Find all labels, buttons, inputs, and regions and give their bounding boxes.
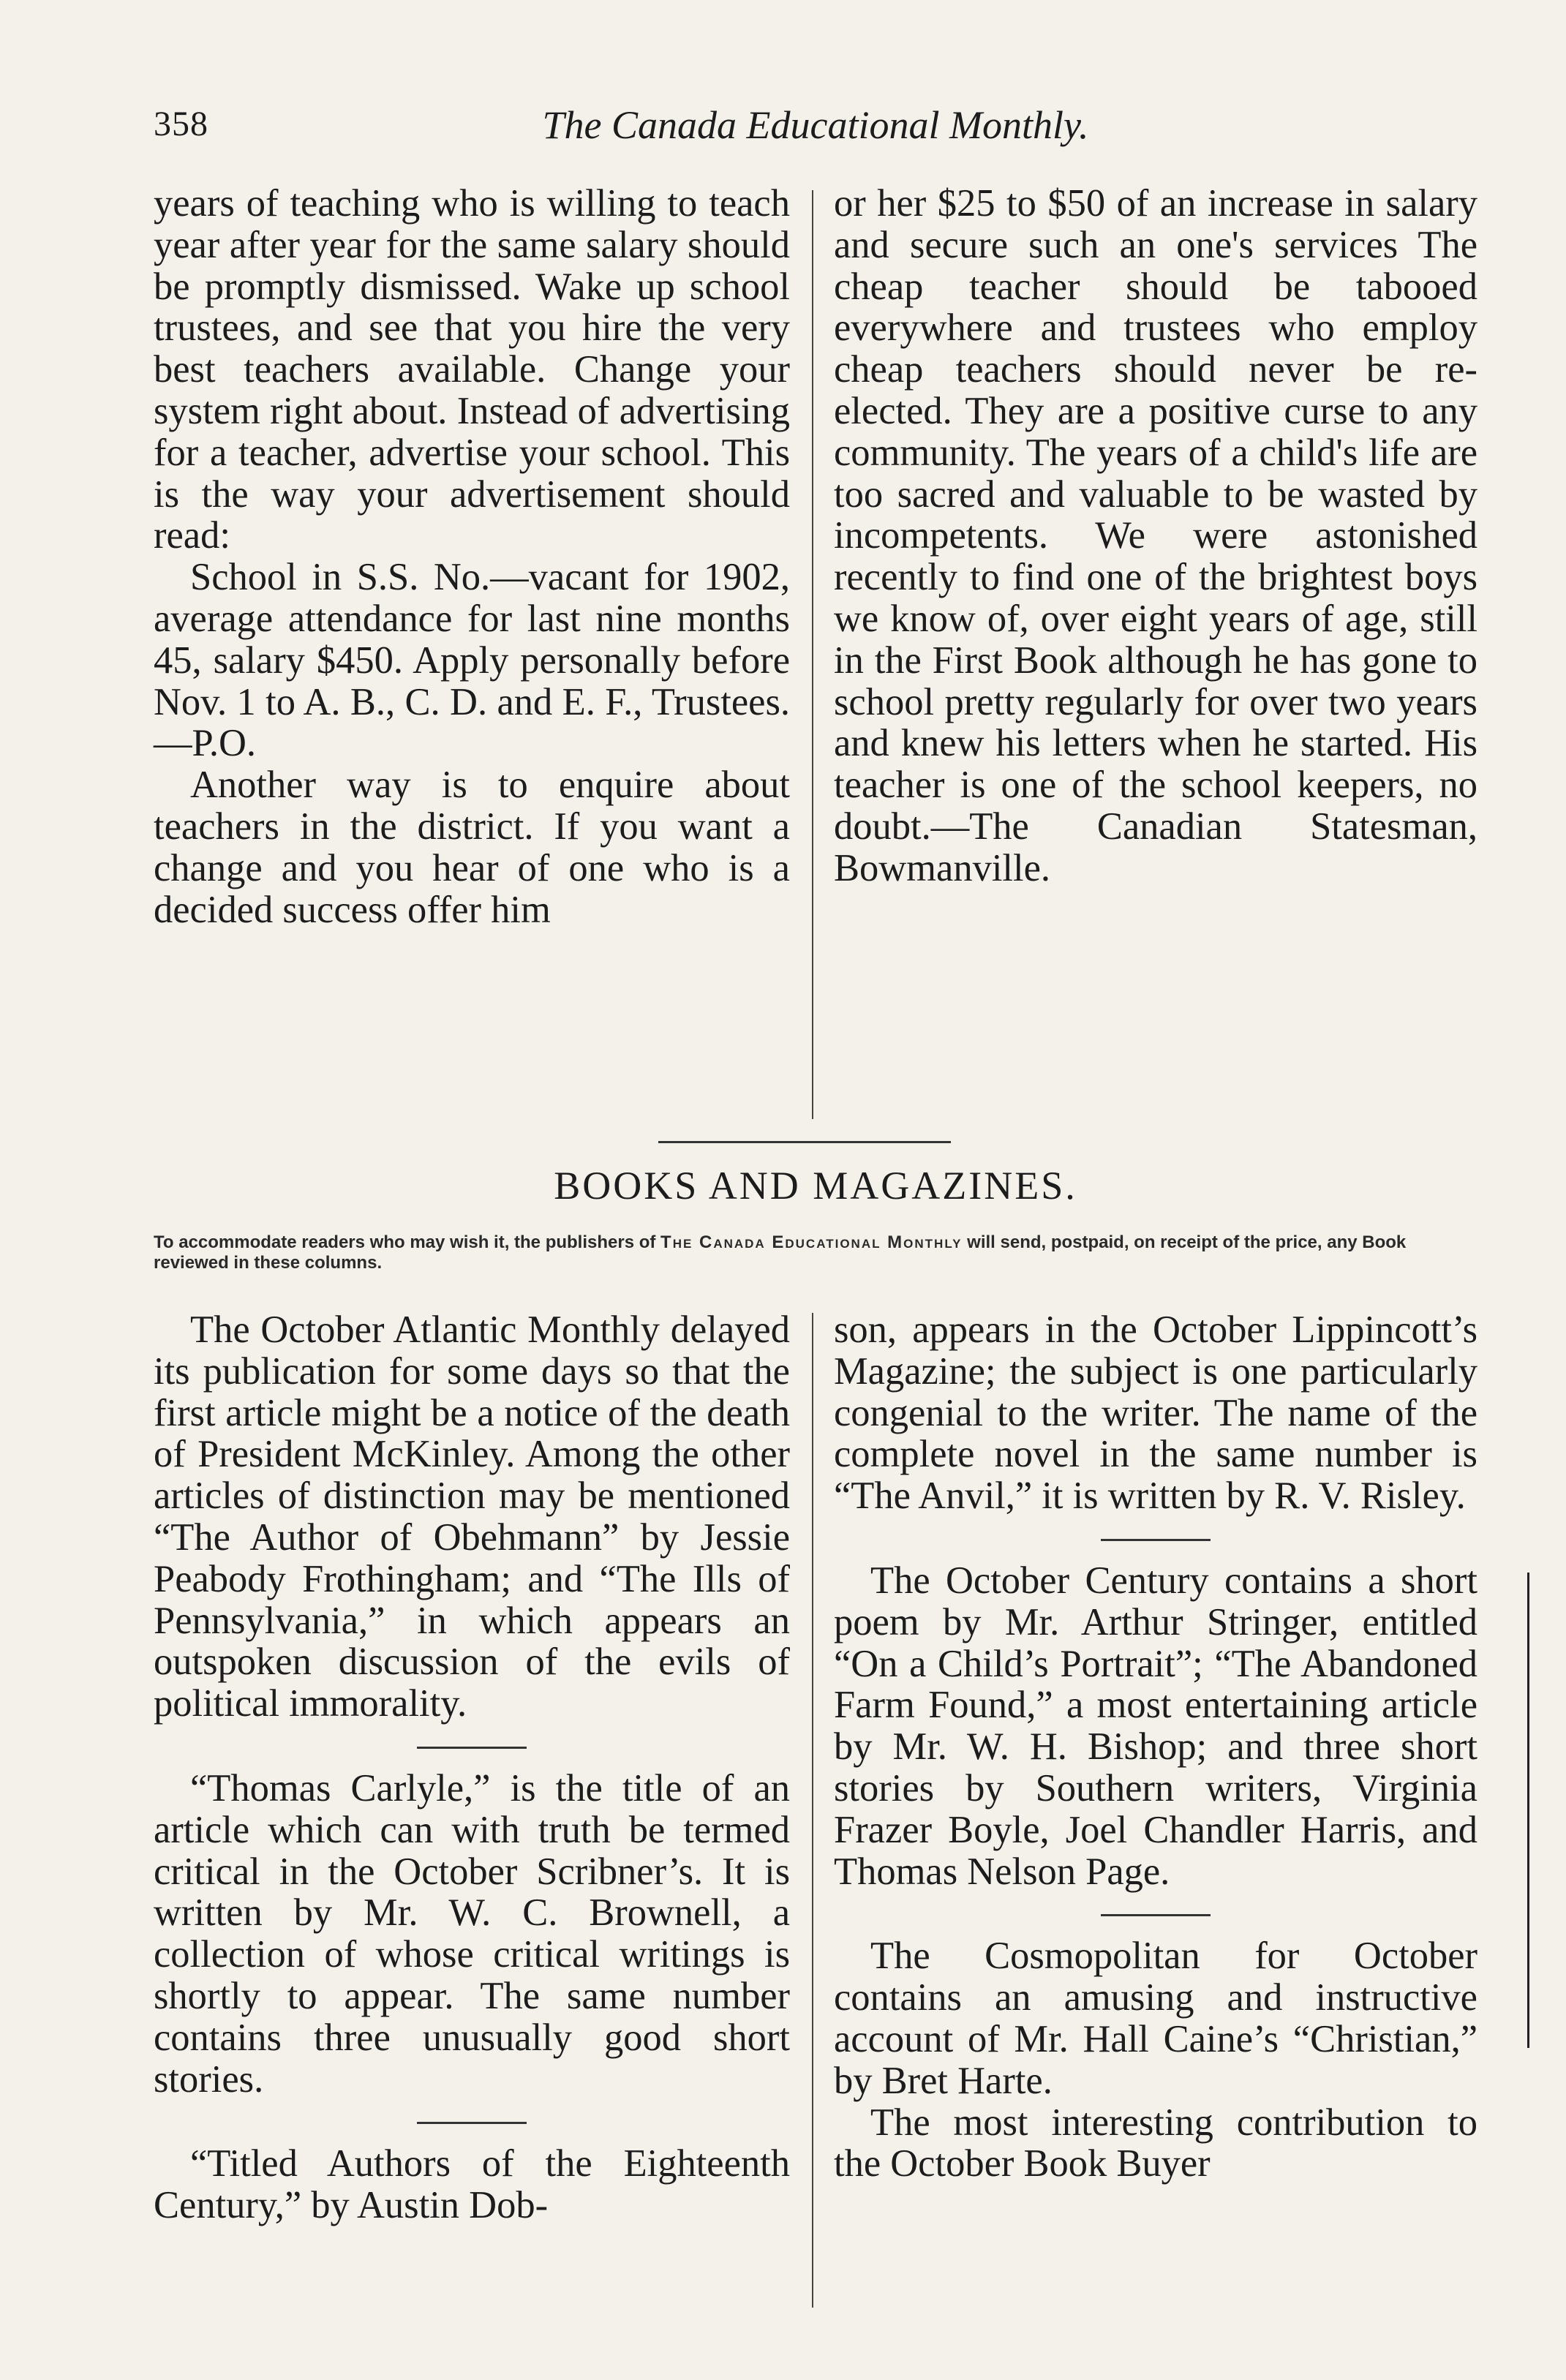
column-divider [812,1313,813,2308]
publisher-notice [154,1232,1477,1273]
page-header [154,95,1477,161]
page [154,95,1477,2326]
separator-rule [417,2122,527,2124]
paragraph: School in S.S. No.—vacant for 1902, average attendance for last nine months 45, salary $450. Apply personally before Nov. 1 to A. B., C. D. and E. F., Trustees.—P.O. [154,556,790,765]
review-paragraph: The most interesting contribution to the October Book Buyer [834,2101,1477,2185]
review-paragraph: The October Atlantic Monthly delayed its publication for some days so that the first article might be a notice of the death of President McKinley. Among the other articles of distinction may be mentioned “The Author of Obehmann” by Jessie Peabody Frothingham; and “The Ills of Pennsylvania,” in which appears an outspoken discussion of the evils of political immorality. [154,1308,790,1725]
separator-rule [1101,1914,1211,1916]
paragraph: or her $25 to $50 of an increase in salary and secure such an one's services The cheap teacher should be tabooed everywhere and trustees who employ cheap teachers should never be re-elected. They are a positive curse to any community. The years of a child's life are too sacred and valuable to be wasted by incompetents. We were astonished recently to find one of the brightest boys we know of, over eight years of age, still in the First Book although he has gone to school pretty regularly for over two years and knew his letters when he started. His teacher is one of the school keepers, no doubt.—The Canadian Statesman, Bowmanville. [834,182,1477,889]
separator-rule [1101,1539,1211,1541]
paragraph: years of teaching who is willing to teach year after year for the same salary should be promptly dismissed. Wake up school trustees, and see that you hire the very best teachers available. Change your system right about. Instead of advertising for a teacher, advertise your school. This is the way your advertisement should read: [154,182,790,557]
page-number: 358 [154,105,208,143]
running-title: The Canada Educational Monthly. [542,103,1089,147]
section-rule [658,1141,951,1143]
lower-left-column [154,1309,790,2319]
review-paragraph: son, appears in the October Lippincott’s Magazine; the subject is one particularly congenial to the writer. The name of the complete novel in the same number is “The Anvil,” it is written by R. V. Risley. [834,1308,1477,1518]
review-paragraph: The October Century contains a short poem by Mr. Arthur Stringer, entitled “On a Child’s Portrait”; “The Abandoned Farm Found,” a most entertaining article by Mr. W. H. Bishop; and three short stories by Southern writers, Virginia Frazer Boyle, Joel Chandler Harris, and Thomas Nelson Page. [834,1559,1477,1893]
review-paragraph: The Cosmopolitan for October contains an amusing and instructive account of Mr. Hall Caine’s “Christian,” by Bret Harte. [834,1935,1477,2102]
review-paragraph: “Titled Authors of the Eighteenth Century,” by Austin Dob- [154,2142,790,2227]
column-divider [812,190,813,1119]
upper-right-column [834,183,1477,1134]
review-paragraph: “Thomas Carlyle,” is the title of an article which can with truth be termed critical in the October Scribner’s. It is written by Mr. W. C. Brownell, a collection of whose critical writings is shortly to appear. The same number contains three unusually good short stories. [154,1766,790,2101]
notice-text: will send, postpaid, on receipt of the price, any Book reviewed in these columns. [154,1232,1407,1273]
notice-text: To accommodate readers who may wish it, the publishers of [154,1232,661,1252]
paragraph: Another way is to enquire about teachers in the district. If you want a change and you hear of one who is a decided success offer him [154,764,790,931]
separator-rule [417,1747,527,1749]
lower-right-column [834,1309,1477,2319]
section-heading: BOOKS AND MAGAZINES. [554,1164,1077,1208]
notice-journal-name: The Canada Educational Monthly [660,1232,963,1252]
upper-left-column [154,183,790,1134]
margin-scan-mark [1527,1573,1529,2048]
